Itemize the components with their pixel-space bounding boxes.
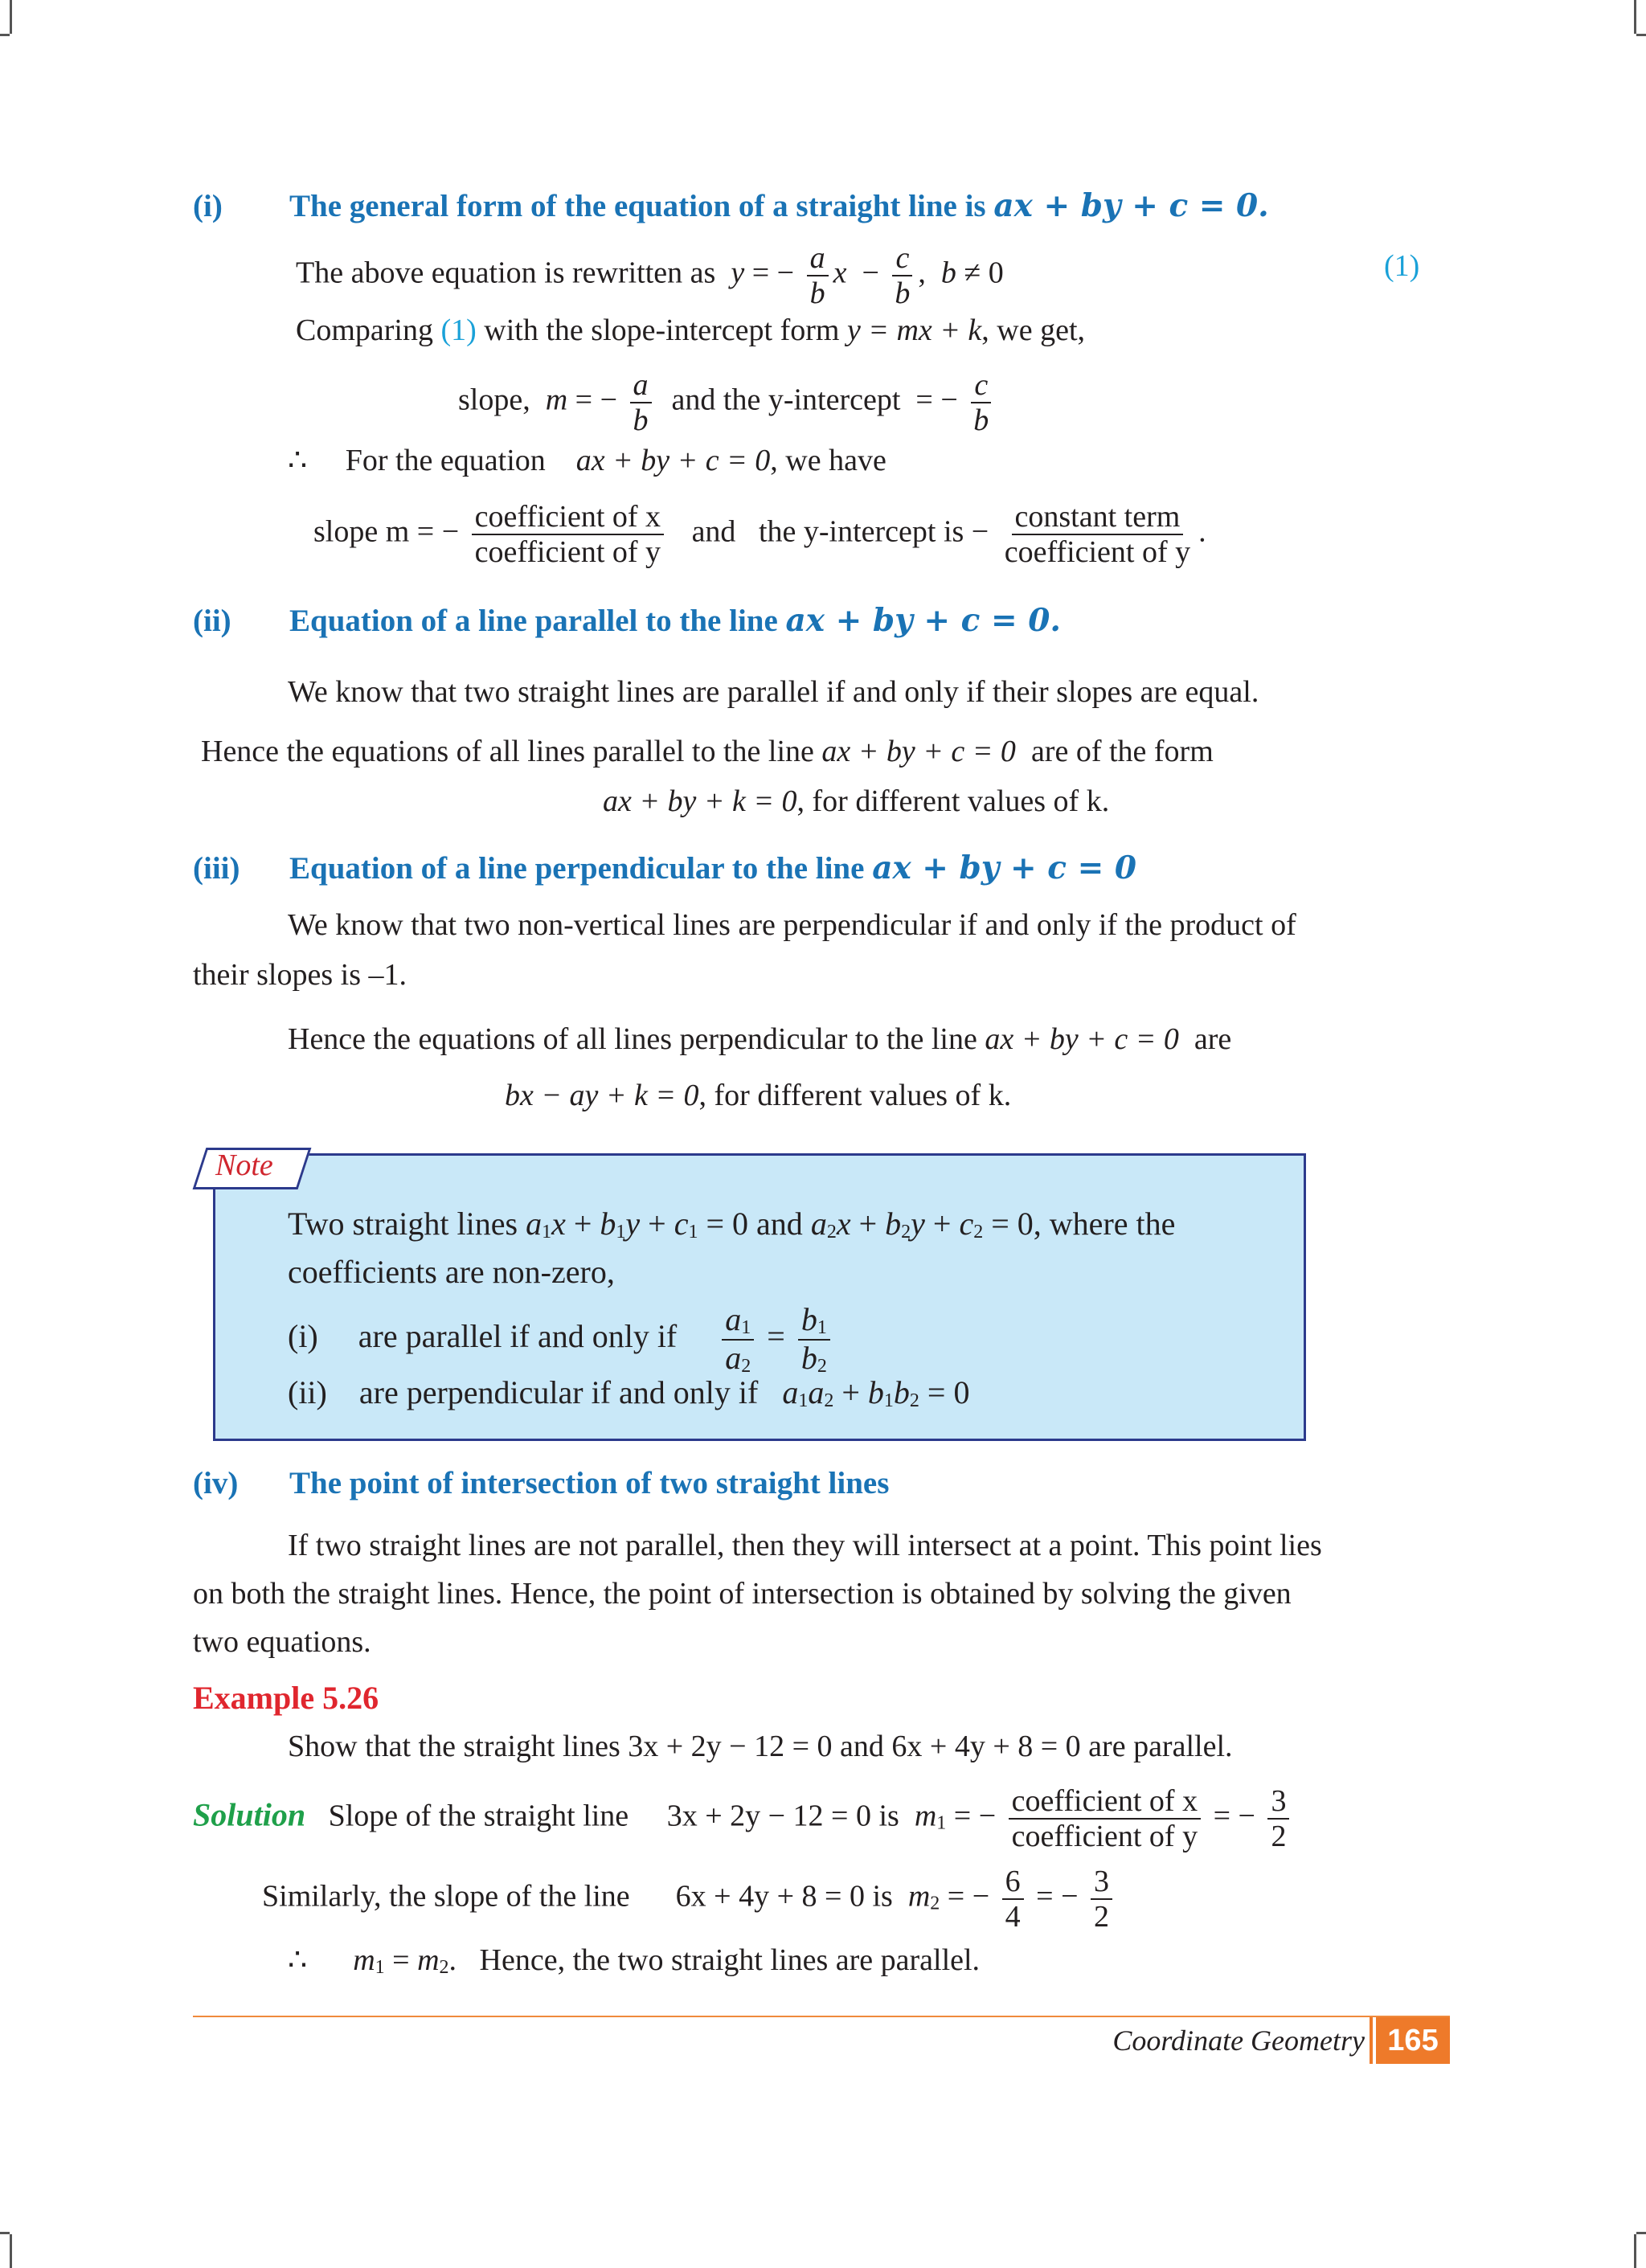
paragraph: their slopes is –1. (193, 958, 407, 992)
section-number: (i) (193, 189, 223, 223)
slope-formula-line: slope m = − $\frac{\text{coefficient of x}}{\text{coefficient of y}}$ and the y-intercept is − $\frac{\text{constant term}}{\text{coefficient of y}}$ . (313, 500, 1206, 569)
paragraph: We know that two straight lines are parallel if and only if their slopes are equal. (288, 675, 1259, 709)
note-line-1: Two straight lines a1x + b1y + c1 = 0 and a2x + b2y + c2 = 0, where the (288, 1206, 1176, 1242)
section-equation: ax + by + c = 0. (993, 187, 1269, 224)
crop-mark (0, 2234, 12, 2268)
therefore-line: ∴ For the equation ax + by + c = 0, we have (288, 444, 886, 477)
crop-mark (1636, 2232, 1646, 2234)
paragraph: If two straight lines are not parallel, then they will intersect at a point. This point lies (288, 1529, 1322, 1562)
paragraph: Hence the equations of all lines parallel to the line ax + by + c = 0 are of the form (201, 735, 1214, 768)
note-line-2: coefficients are non-zero, (288, 1254, 615, 1290)
paragraph: two equations. (193, 1625, 371, 1659)
rewritten-line: The above equation is rewritten as y = − $\frac{a}{b}$ x − $\frac{c}{b}$ , b ≠ 0 (296, 241, 1004, 310)
section-iii-heading: (iii) Equation of a line perpendicular to the line ax + by + c = 0 (193, 849, 1137, 886)
section-iv-heading: (iv) The point of intersection of two straight lines (193, 1466, 890, 1500)
coef-fraction: $\frac{\text{coefficient of x}}{\text{coefficient of y}}$ (472, 501, 664, 567)
fraction-c-over-b: $\frac{c}{b}$ (891, 243, 913, 309)
example-statement: Show that the straight lines 3x + 2y − 12 = 0 and 6x + 4y + 8 = 0 are parallel. (288, 1730, 1233, 1763)
crop-mark (0, 2232, 10, 2234)
crop-mark (0, 34, 10, 36)
note-item-2: (ii) are perpendicular if and only if a1a2 + b1b2 = 0 (288, 1374, 970, 1411)
crop-mark (1634, 0, 1646, 34)
footer-chapter-title: Coordinate Geometry (1112, 2024, 1365, 2057)
solution-line-2: Similarly, the slope of the line 6x + 4y + 8 = 0 is m2 = − $\frac{6}{4}$ = − $\frac{3}{2}$ (262, 1866, 1117, 1932)
solution-line-1: Solution Slope of the straight line 3x + 2y − 12 = 0 is m1 = − $\frac{\text{coefficient of x}}{\text{coefficient of y}}$ = − $\frac{3}{2}$ (193, 1786, 1294, 1852)
page-number: 165 (1376, 2017, 1450, 2064)
section-i-heading (193, 188, 1269, 225)
note-label: Note (215, 1148, 273, 1182)
comparing-line: Comparing (1) with the slope-intercept form y = mx + k, we get, (296, 313, 1085, 347)
slope-intercept-line: slope, m = − $\frac{a}{b}$ and the y-intercept = − $\frac{c}{b}$ (458, 370, 997, 436)
intercept-fraction: $\frac{\text{constant term}}{\text{coefficient of y}}$ (1004, 500, 1191, 569)
section-ii-heading: (ii) Equation of a line parallel to the line ax + by + c = 0. (193, 602, 1061, 639)
footer-rule (193, 2016, 1450, 2017)
fraction-a-over-b: $\frac{a}{b}$ (807, 243, 829, 309)
paragraph: bx − ay + k = 0, for different values of k. (505, 1079, 1012, 1112)
equation-reference: (1) (1384, 249, 1420, 283)
solution-conclusion: ∴ m1 = m2. Hence, the two straight lines are parallel. (288, 1943, 981, 1978)
paragraph: We know that two non-vertical lines are perpendicular if and only if the product of (288, 908, 1296, 942)
note-item-1: (i) are parallel if and only if $\frac{a1}{a2}$ = $\frac{b1}{b2}$ (288, 1304, 835, 1376)
crop-mark (0, 0, 12, 34)
paragraph: on both the straight lines. Hence, the point of intersection is obtained by solving the given (193, 1577, 1292, 1611)
footer-divider (1370, 2017, 1373, 2064)
paragraph: ax + by + k = 0, for different values of k. (603, 784, 1110, 818)
paragraph: Hence the equations of all lines perpendicular to the line ax + by + c = 0 are (288, 1022, 1232, 1056)
example-label: Example 5.26 (193, 1680, 379, 1716)
section-title: The general form of the equation of a straight line is (289, 189, 986, 223)
crop-mark (1634, 2234, 1646, 2268)
crop-mark (1636, 34, 1646, 36)
